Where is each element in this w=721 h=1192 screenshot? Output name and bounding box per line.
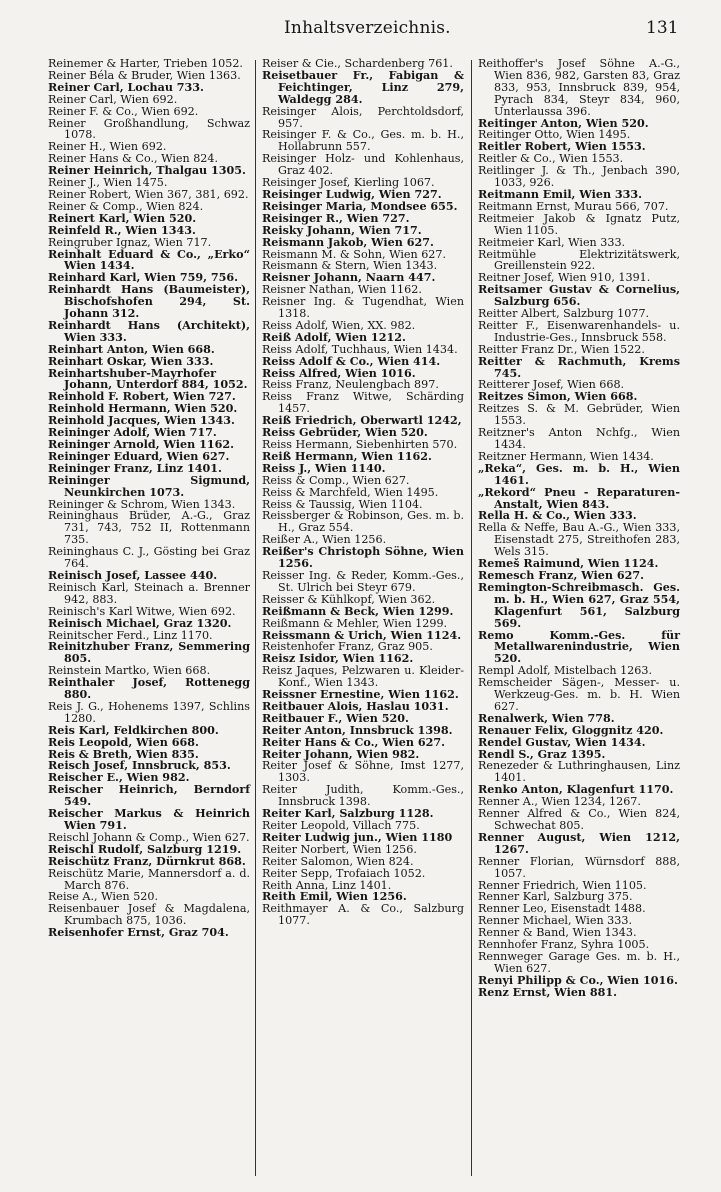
index-entry: Reisinger Alois, Perchtoldsdorf, 957. [262,104,464,130]
index-entry: Reisner Johann, Naarn 447. [262,271,436,285]
index-entry: Reisch Josef, Innsbruck, 853. [48,759,231,773]
index-entry: Reiss & Comp., Wien 627. [262,473,410,487]
index-entry: Reiß Hermann, Wien 1162. [262,449,432,463]
index-entry: Reißer's Christoph Söhne, Wien 1256. [262,545,464,571]
index-entry: Renner A., Wien 1234, 1267. [478,795,641,809]
index-entry: Reinhalt Eduard & Co., „Erko“ Wien 1434. [48,247,250,273]
index-entry: Reinitscher Ferd., Linz 1170. [48,628,213,642]
index-entry: Reitter F., Eisenwarenhandels- u. Industrie-Ges., Innsbruck 558. [478,318,680,344]
index-entry: Reischer Markus & Heinrich Wien 791. [48,807,250,832]
index-entry: Reinhold Jacques, Wien 1343. [48,414,235,428]
index-entry: Renner Florian, Würnsdorf 888, 1057. [478,854,680,880]
index-entry: Renalwerk, Wien 778. [478,711,615,725]
index-entry: Reitner Josef, Wien 910, 1391. [478,271,651,285]
index-entry: Reiss Franz, Neulengbach 897. [262,378,439,392]
index-entry: Reisinger Ludwig, Wien 727. [262,187,442,201]
index-entry: Reitler & Co., Wien 1553. [478,152,624,166]
index-entry: Reissner Ernestine, Wien 1162. [262,688,459,702]
index-entry: Reitinger Anton, Wien 520. [478,116,649,130]
index-entry: Renner Friedrich, Wien 1105. [478,878,647,892]
index-entry: Reiter Anton, Innsbruck 1398. [262,723,453,737]
index-entry: Reinitzhuber Franz, Semmering 805. [48,640,250,666]
index-entry: Reisinger Josef, Kierling 1067. [262,176,435,190]
index-entry: Reiner Carl, Lochau 733. [48,80,204,94]
index-entry: Reinert Karl, Wien 520. [48,211,197,225]
index-entry: Reiner Béla & Bruder, Wien 1363. [48,68,241,82]
index-entry: Reith Emil, Wien 1256. [262,890,407,904]
index-entry: Reißer A., Wien 1256. [262,533,387,547]
index-entry: Reissmann & Urich, Wien 1124. [262,628,462,642]
index-entry: Reischer Heinrich, Berndorf 549. [48,783,250,809]
index-entry: Rendel Gustav, Wien 1434. [478,735,646,749]
index-entry: Reinhartshuber-Mayrhofer Johann, Unterdorf 884, 1052. [48,366,248,392]
index-entry: Reiner Robert, Wien 367, 381, 692. [48,187,249,201]
index-entry: Rempl Adolf, Mistelbach 1263. [478,664,652,678]
index-entry: Remington-Schreibmasch. Ges. m. b. H., Wien 627, Graz 554, Klagenfurt 561, Salzburg 569. [478,580,680,630]
index-entry: Reismann Jakob, Wien 627. [262,235,434,249]
index-entry: Reiter Ludwig jun., Wien 1180 [262,830,453,844]
index-entry: Reinhold Hermann, Wien 520. [48,402,238,416]
index-entry: „Reka“, Ges. m. b. H., Wien 1461. [478,461,680,487]
index-entry: Reiner Carl, Wien 692. [48,92,178,106]
index-column-2 [262,58,464,927]
index-entry: Reitmann Emil, Wien 333. [478,187,643,201]
index-entry: Reiner J., Wien 1475. [48,176,168,190]
index-entry: Reitbauer F., Wien 520. [262,711,409,725]
index-entry: Reiter Norbert, Wien 1256. [262,842,417,856]
index-entry: Reinemer & Harter, Trieben 1052. [48,57,243,70]
index-entry: Reiter Hans & Co., Wien 627. [262,735,445,749]
index-entry: Reisinger R., Wien 727. [262,211,410,225]
index-entry: Reise A., Wien 520. [48,890,158,904]
index-entry: Reiss & Taussig, Wien 1104. [262,497,423,511]
index-entry: Reißmann & Mehler, Wien 1299. [262,616,448,630]
index-entry: Reininger Arnold, Wien 1162. [48,438,234,451]
index-entry: Reitler Robert, Wien 1553. [478,140,646,154]
index-entry: Reis & Breth, Wien 835. [48,747,199,761]
index-entry: Reisetbauer Fr., Fabigan & Feichtinger, Linz 279, Waldegg 284. [262,68,464,106]
index-entry: Reiss J., Wien 1140. [262,461,386,475]
index-entry: Reisky Johann, Wien 717. [262,223,422,237]
index-entry: Reinisch Michael, Graz 1320. [48,616,232,630]
index-entry: Reininghaus Brüder, A.-G., Graz 731, 743, 752 II, Rottenmann 735. [48,509,250,547]
index-entry: Reischl Johann & Comp., Wien 627. [48,830,250,844]
index-entry: Reinthaler Josef, Rottenegg 880. [48,676,250,702]
index-entry: Reiß Adolf, Wien 1212. [262,330,406,344]
index-entry: Reithoffer's Josef Söhne A.-G., Wien 836, 982, Garsten 83, Graz 833, 953, Innsbruck 839, 954, Pyrach 834, Steyr 834, 960, Unterlaussa 396. [478,57,680,118]
index-entry: Reinhardt Hans (Architekt), Wien 333. [48,318,250,344]
index-entry: Rella & Neffe, Bau A.-G., Wien 333, Eisenstadt 275, Streithofen 283, Wels 315. [478,521,680,559]
index-entry: Reistenhofer Franz, Graz 905. [262,640,433,654]
index-entry: Renner Karl, Salzburg 375. [478,890,633,904]
page-title: Inhaltsverzeichnis. [284,18,451,38]
index-entry: Rennweger Garage Ges. m. b. H., Wien 627. [478,949,680,975]
index-entry: „Rekord“ Pneu - Reparaturen-Anstalt, Wien 843. [478,485,680,511]
index-entry: Reis Leopold, Wien 668. [48,735,199,749]
index-entry: Reiß Friedrich, Oberwartl 1242, [262,414,462,428]
index-entry: Reissberger & Robinson, Ges. m. b. H., Graz 554. [262,509,464,535]
index-entry: Reitzner Hermann, Wien 1434. [478,449,654,463]
index-entry: Reißmann & Beck, Wien 1299. [262,604,454,618]
index-entry: Reischütz Marie, Mannersdorf a. d. March 876. [48,866,250,892]
index-entry: Reischer E., Wien 982. [48,771,190,785]
index-entry: Reiter Josef & Söhne, Imst 1277, 1303. [262,759,464,785]
index-entry: Reisner Nathan, Wien 1162. [262,283,422,297]
index-column-3 [478,58,680,999]
index-entry: Reitter & Rachmuth, Krems 745. [478,354,680,380]
index-entry: Reitsamer Gustav & Cornelius, Salzburg 656. [478,283,680,309]
index-entry: Reisner Ing. & Tugendhat, Wien 1318. [262,295,464,321]
index-entry: Reiser & Cie., Schardenberg 761. [262,57,453,70]
index-entry: Reinisch's Karl Witwe, Wien 692. [48,604,236,618]
index-entry: Reininger Adolf, Wien 717. [48,426,217,440]
index-entry: Reitinger Otto, Wien 1495. [478,128,631,142]
index-entry: Reisser & Kühlkopf, Wien 362. [262,592,436,606]
index-entry: Reiss & Marchfeld, Wien 1495. [262,485,439,499]
index-entry: Reiter Johann, Wien 982. [262,747,420,761]
index-entry: Reinhard Karl, Wien 759, 756. [48,271,239,285]
index-entry: Reitmann Ernst, Murau 566, 707. [478,199,669,213]
index-entry: Reiss Alfred, Wien 1016. [262,366,416,380]
index-column-1 [48,58,250,939]
index-entry: Reis Karl, Feldkirchen 800. [48,723,219,737]
index-entry: Renner Leo, Eisenstadt 1488. [478,902,646,916]
index-entry: Renz Ernst, Wien 881. [478,985,618,999]
index-entry: Reiss Adolf, Tuchhaus, Wien 1434. [262,342,458,356]
index-entry: Reiss Hermann, Siebenhirten 570. [262,438,458,451]
index-entry: Rendl S., Graz 1395. [478,747,606,761]
index-entry: Reitter Franz Dr., Wien 1522. [478,342,645,356]
index-entry: Reininger Franz, Linz 1401. [48,461,222,475]
index-entry: Reiner Heinrich, Thalgau 1305. [48,164,246,178]
index-entry: Reisenbauer Josef & Magdalena, Krumbach 875, 1036. [48,902,250,928]
index-entry: Renyi Philipp & Co., Wien 1016. [478,973,678,987]
index-entry: Reitterer Josef, Wien 668. [478,378,625,392]
index-entry: Renner August, Wien 1212, 1267. [478,830,680,856]
index-entry: Reisenhofer Ernst, Graz 704. [48,926,229,940]
index-entry: Reisinger F. & Co., Ges. m. b. H., Hollabrunn 557. [262,128,464,154]
index-entry: Reininger Sigmund, Neunkirchen 1073. [48,473,250,499]
index-entry: Reisinger Maria, Mondsee 655. [262,199,458,213]
column-rule [255,60,256,1176]
index-entry: Reinhart Oskar, Wien 333. [48,354,214,368]
index-entry: Reitzes Simon, Wien 668. [478,390,638,404]
index-entry: Reiter Karl, Salzburg 1128. [262,807,434,821]
index-entry: Reiss Adolf, Wien, XX. 982. [262,318,416,332]
index-entry: Reitzner's Anton Nchfg., Wien 1434. [478,426,680,451]
index-entry: Reinisch Josef, Lassee 440. [48,568,218,582]
index-entry: Remeš Raimund, Wien 1124. [478,557,659,571]
index-entry: Reinstein Martko, Wien 668. [48,664,211,678]
index-entry: Reiter Sepp, Trofaiach 1052. [262,866,426,880]
index-entry: Reitmeier Karl, Wien 333. [478,235,626,249]
index-entry: Reitbauer Alois, Haslau 1031. [262,699,449,713]
page-number: 131 [646,18,679,38]
index-entry: Reisz Isidor, Wien 1162. [262,652,414,666]
index-entry: Renner & Band, Wien 1343. [478,926,637,940]
index-entry: Reischl Rudolf, Salzburg 1219. [48,842,242,856]
index-entry: Rella H. & Co., Wien 333. [478,509,637,523]
index-entry: Reismann & Stern, Wien 1343. [262,259,438,273]
index-entry: Reinfeld R., Wien 1343. [48,223,196,237]
index-entry: Reismann M. & Sohn, Wien 627. [262,247,447,261]
index-entry: Reinhardt Hans (Baumeister), Bischofshofen 294, St. Johann 312. [48,283,250,321]
index-entry: Renner Michael, Wien 333. [478,914,632,928]
index-entry: Reiter Salomon, Wien 824. [262,854,414,868]
column-rule [471,60,472,1176]
index-entry: Reitmeier Jakob & Ignatz Putz, Wien 1105. [478,211,680,237]
index-entry: Renner Alfred & Co., Wien 824, Schwechat 805. [478,807,680,832]
index-entry: Reiss Franz Witwe, Schärding 1457. [262,390,464,416]
index-entry: Reis J. G., Hohenems 1397, Schlins 1280. [48,699,250,725]
index-entry: Reininghaus C. J., Gösting bei Graz 764. [48,545,250,571]
index-entry: Reininger Eduard, Wien 627. [48,449,230,463]
index-entry: Reischütz Franz, Dürnkrut 868. [48,854,246,868]
index-entry: Reitmühle Elektrizitätswerk, Greillenstein 922. [478,247,680,273]
index-entry: Reiss Gebrüder, Wien 520. [262,426,428,440]
index-entry: Reiner & Comp., Wien 824. [48,199,204,213]
page-header [0,16,721,48]
index-entry: Reingruber Ignaz, Wien 717. [48,235,212,249]
index-entry: Reiner F. & Co., Wien 692. [48,104,199,118]
index-entry: Reitter Albert, Salzburg 1077. [478,307,650,321]
index-entry: Reiner Hans & Co., Wien 824. [48,152,219,166]
index-entry: Remscheider Sägen-, Messer- u. Werkzeug-Ges. m. b. H. Wien 627. [478,676,680,713]
index-entry: Reisser Ing. & Reder, Komm.-Ges., St. Ulrich bei Steyr 679. [262,568,464,594]
index-entry: Reiter Leopold, Villach 775. [262,819,420,832]
index-entry: Renezeder & Luthringhausen, Linz 1401. [478,759,680,785]
index-entry: Reith Anna, Linz 1401. [262,878,392,892]
index-entry: Reisinger Holz- und Kohlenhaus, Graz 402. [262,152,464,178]
index-entry: Reitzes S. & M. Gebrüder, Wien 1553. [478,402,680,428]
index-entry: Reinisch Karl, Steinach a. Brenner 942, 883. [48,580,250,606]
index-entry: Reiss Adolf & Co., Wien 414. [262,354,441,368]
index-entry: Reiner H., Wien 692. [48,140,167,154]
index-entry: Reinhold F. Robert, Wien 727. [48,390,236,404]
index-entry: Reisz Jaques, Pelzwaren u. Kleider-Konf., Wien 1343. [262,664,464,690]
index-entry: Rennhofer Franz, Syhra 1005. [478,938,650,952]
index-entry: Remesch Franz, Wien 627. [478,568,644,582]
index-entry: Reithmayer A. & Co., Salzburg 1077. [262,902,464,928]
index-entry: Reitlinger J. & Th., Jenbach 390, 1033, 926. [478,164,680,190]
index-entry: Reiter Judith, Komm.-Ges., Innsbruck 1398. [262,783,464,809]
index-entry: Remo Komm.-Ges. für Metallwarenindustrie, Wien 520. [478,628,680,666]
index-entry: Reininger & Schrom, Wien 1343. [48,497,236,511]
index-entry: Reiner Großhandlung, Schwaz 1078. [48,116,250,142]
index-entry: Renko Anton, Klagenfurt 1170. [478,783,674,797]
index-entry: Reinhart Anton, Wien 668. [48,342,215,356]
index-entry: Renauer Felix, Gloggnitz 420. [478,723,664,737]
